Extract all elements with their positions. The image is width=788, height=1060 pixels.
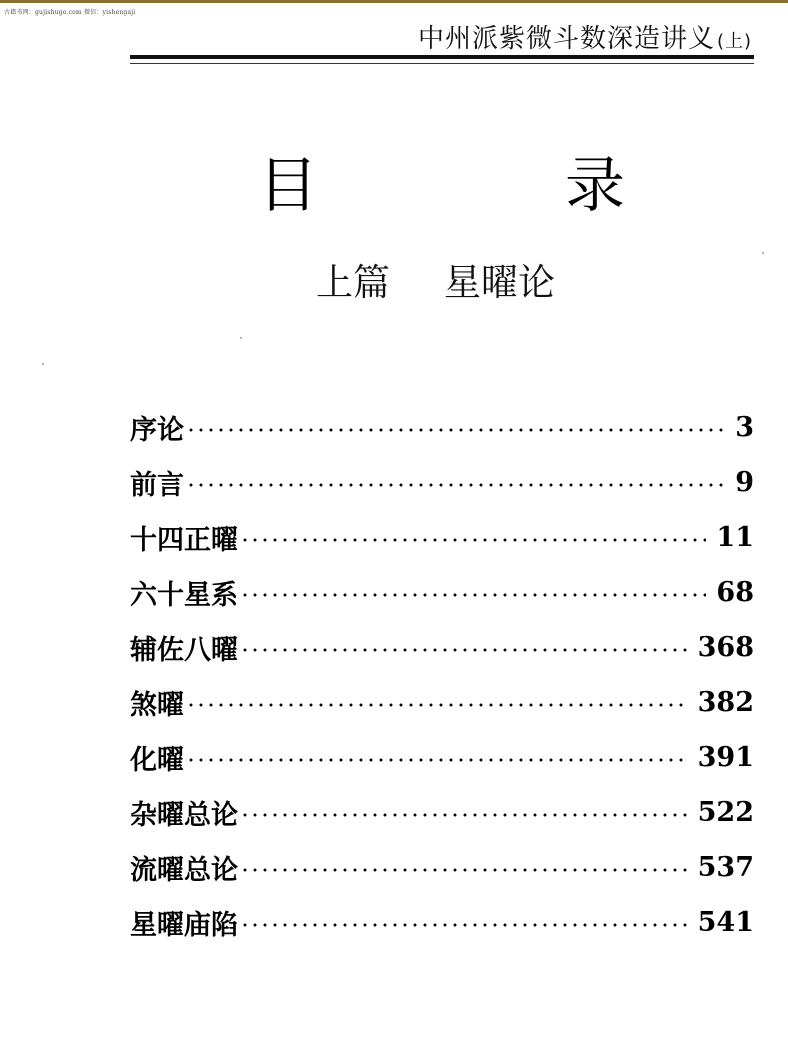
toc-entry[interactable] [130, 730, 754, 785]
toc-entry-title: 化曜 [130, 745, 184, 776]
toc-entry-page: 9 [735, 467, 754, 498]
toc-entry-title: 辅佐八曜 [130, 635, 238, 666]
toc-entry-title: 十四正曜 [130, 525, 238, 556]
toc-entry[interactable] [130, 565, 754, 620]
volume-label: (上) [716, 31, 752, 52]
toc-heading-char-2: 录 [565, 151, 625, 221]
toc-leader-dots [240, 909, 688, 936]
running-header [418, 18, 752, 55]
part-name: 星曜论 [444, 261, 555, 304]
toc-entry-title: 杂曜总论 [130, 800, 238, 831]
toc-list [130, 400, 754, 950]
top-border-line [0, 0, 788, 3]
toc-entry-title: 序论 [130, 415, 184, 446]
toc-entry-page: 522 [697, 797, 754, 828]
toc-entry-title: 六十星系 [130, 580, 238, 611]
toc-leader-dots [186, 414, 725, 441]
toc-entry-page: 537 [697, 852, 754, 883]
toc-heading [0, 138, 788, 221]
part-title [316, 252, 555, 306]
toc-leader-dots [240, 524, 706, 551]
toc-entry-title: 前言 [130, 470, 184, 501]
toc-entry[interactable] [130, 840, 754, 895]
toc-leader-dots [186, 744, 688, 771]
scan-speck [762, 252, 764, 254]
toc-leader-dots [240, 854, 688, 881]
toc-entry[interactable] [130, 895, 754, 950]
toc-entry-page: 3 [735, 412, 754, 443]
toc-entry[interactable] [130, 620, 754, 675]
toc-entry-title: 煞曜 [130, 690, 184, 721]
toc-leader-dots [240, 579, 706, 606]
watermark-text: 古籍书网：gujishuge.com 微信：yishengaji [4, 9, 136, 16]
toc-entry[interactable] [130, 400, 754, 455]
header-rule-thin [130, 63, 754, 64]
toc-entry-page: 391 [697, 742, 754, 773]
toc-entry-page: 368 [697, 632, 754, 663]
part-label: 上篇 [316, 261, 390, 304]
toc-entry-page: 382 [697, 687, 754, 718]
scan-speck [240, 337, 242, 339]
toc-leader-dots [240, 634, 688, 661]
toc-entry[interactable] [130, 455, 754, 510]
toc-entry-page: 68 [716, 577, 754, 608]
toc-leader-dots [186, 689, 688, 716]
header-rule-thick [130, 55, 754, 59]
toc-leader-dots [186, 469, 725, 496]
toc-entry-page: 11 [716, 522, 754, 553]
book-title: 中州派紫微斗数深造讲义 [417, 24, 715, 54]
toc-entry[interactable] [130, 510, 754, 565]
toc-entry-title: 流曜总论 [130, 855, 238, 886]
scan-speck [42, 363, 44, 365]
toc-leader-dots [240, 799, 688, 826]
toc-entry[interactable] [130, 785, 754, 840]
toc-entry-page: 541 [697, 907, 754, 938]
toc-entry[interactable] [130, 675, 754, 730]
toc-entry-title: 星曜庙陷 [130, 910, 238, 941]
toc-heading-char-1: 目 [258, 151, 318, 221]
